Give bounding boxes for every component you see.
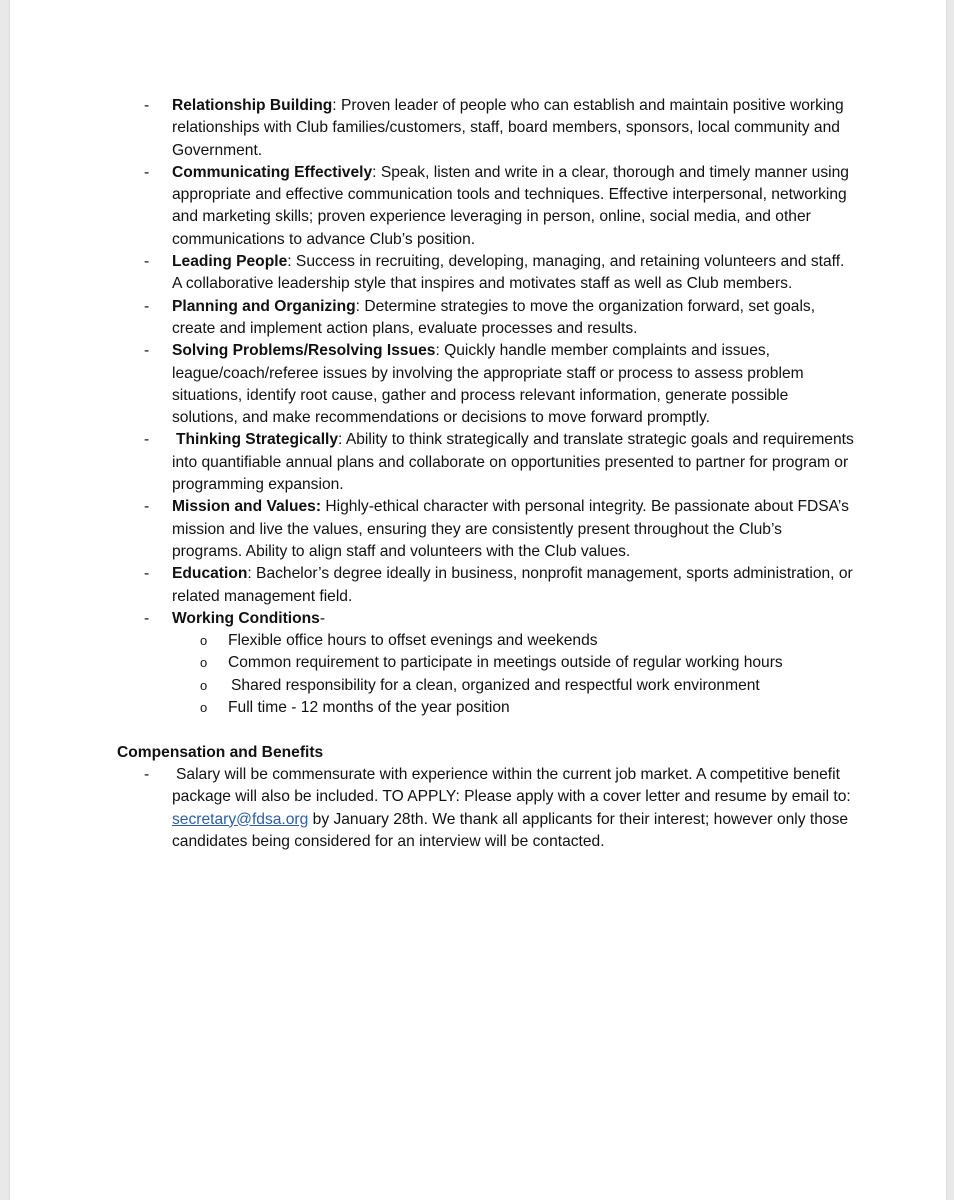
requirement-item — [10, 340, 946, 429]
compensation-heading: Compensation and Benefits — [117, 743, 324, 761]
circle-bullet-icon: o — [200, 633, 208, 649]
requirement-separator: : — [372, 163, 377, 181]
list-dash: - — [144, 609, 150, 627]
list-dash: - — [144, 431, 150, 449]
working-condition-text: Full time - 12 months of the year position — [228, 699, 510, 717]
requirement-item — [10, 162, 946, 251]
requirement-title: Thinking Strategically — [176, 431, 339, 449]
document-page — [10, 0, 946, 1200]
list-dash: - — [144, 342, 150, 360]
list-dash: - — [144, 765, 150, 783]
requirement-title: Education — [172, 565, 248, 583]
requirement-item — [10, 429, 946, 496]
requirement-separator: : — [332, 97, 337, 114]
working-condition-subitem — [10, 630, 946, 652]
list-dash: - — [144, 163, 150, 181]
list-dash: - — [144, 97, 150, 114]
requirement-text: Proven leader of people who can establish and maintain positive working relationships with Club families/customers, staff, board members, sponsors, local community and Government. — [172, 97, 844, 159]
requirement-item — [10, 251, 946, 296]
working-condition-subitem — [10, 697, 946, 719]
requirement-separator: : — [355, 297, 361, 315]
requirement-text: Determine strategies to move the organization forward, set goals, create and implement action plans, evaluate processes and results. — [172, 297, 816, 337]
requirement-item — [10, 496, 946, 563]
circle-bullet-icon: o — [200, 677, 208, 693]
requirement-text: Speak, listen and write in a clear, thorough and timely manner using appropriate and effective communication tools and techniques. Effective interpersonal, networking and marketing skills; proven experience leveraging in person, online, social media, and other communications to advance Club’s position. — [172, 163, 849, 248]
list-dash: - — [144, 565, 150, 583]
document-content — [10, 95, 946, 853]
requirement-text: Quickly handle member complaints and issues, league/coach/referee issues by involving the appropriate staff or process to assess problem situations, identify root cause, gather and process relevant information, generate possible solutions, and make recommendations or decisions to move forward promptly. — [172, 342, 804, 427]
requirement-item — [10, 95, 946, 162]
list-dash: - — [144, 253, 150, 271]
requirement-separator: : — [435, 342, 440, 360]
requirement-title: Communicating Effectively — [172, 163, 373, 181]
list-dash: - — [144, 498, 150, 516]
requirement-text: Bachelor’s degree ideally in business, nonprofit management, sports administration, or related management field. — [172, 565, 853, 605]
working-condition-text: Shared responsibility for a clean, organized and respectful work environment — [231, 676, 760, 694]
compensation-text-before: Salary will be commensurate with experience within the current job market. A competitive benefit package will also be included. TO APPLY: Please apply with a cover letter and resume by email to: — [172, 765, 851, 806]
requirement-text: Success in recruiting, developing, managing, and retaining volunteers and staff. A collaborative leadership style that inspires and motivates staff as well as Club members. — [172, 253, 845, 293]
working-condition-text: Common requirement to participate in meetings outside of regular working hours — [228, 654, 783, 672]
working-conditions-title: Working Conditions — [172, 609, 320, 627]
list-dash: - — [144, 297, 150, 315]
requirement-separator: : — [287, 253, 292, 271]
working-conditions-suffix: - — [319, 609, 326, 627]
working-conditions-item — [10, 608, 946, 630]
requirement-text: Highly-ethical character with personal integrity. Be passionate about FDSA’s mission and live the values, ensuring they are consistently present throughout the Club’s programs. Ability to align staff and volunteers with the Club values. — [172, 498, 849, 560]
requirement-title: Leading People — [172, 253, 288, 271]
working-condition-subitem — [10, 652, 946, 674]
requirement-title: Planning and Organizing — [172, 297, 356, 315]
working-condition-text: Flexible office hours to offset evenings and weekends — [228, 632, 598, 650]
circle-bullet-icon: o — [200, 655, 208, 671]
requirement-title: Relationship Building — [172, 97, 333, 114]
requirement-title: Mission and Values: — [172, 498, 322, 516]
requirement-separator: : — [338, 431, 343, 449]
working-condition-subitem — [10, 675, 946, 697]
compensation-text-after: by January 28th. We thank all applicants for their interest; however only those candidates being considered for an interview will be contacted. — [172, 810, 849, 850]
compensation-item — [10, 764, 946, 853]
email-link[interactable]: secretary@fdsa.org — [172, 810, 309, 828]
requirement-item — [10, 296, 946, 341]
requirement-title: Solving Problems/Resolving Issues — [172, 342, 436, 360]
requirement-separator: : — [247, 565, 252, 583]
requirement-item — [10, 563, 946, 608]
circle-bullet-icon: o — [200, 700, 208, 716]
requirement-text: Ability to think strategically and translate strategic goals and requirements into quantifiable annual plans and collaborate on opportunities presented to partner for program or programming expansion. — [172, 431, 854, 494]
